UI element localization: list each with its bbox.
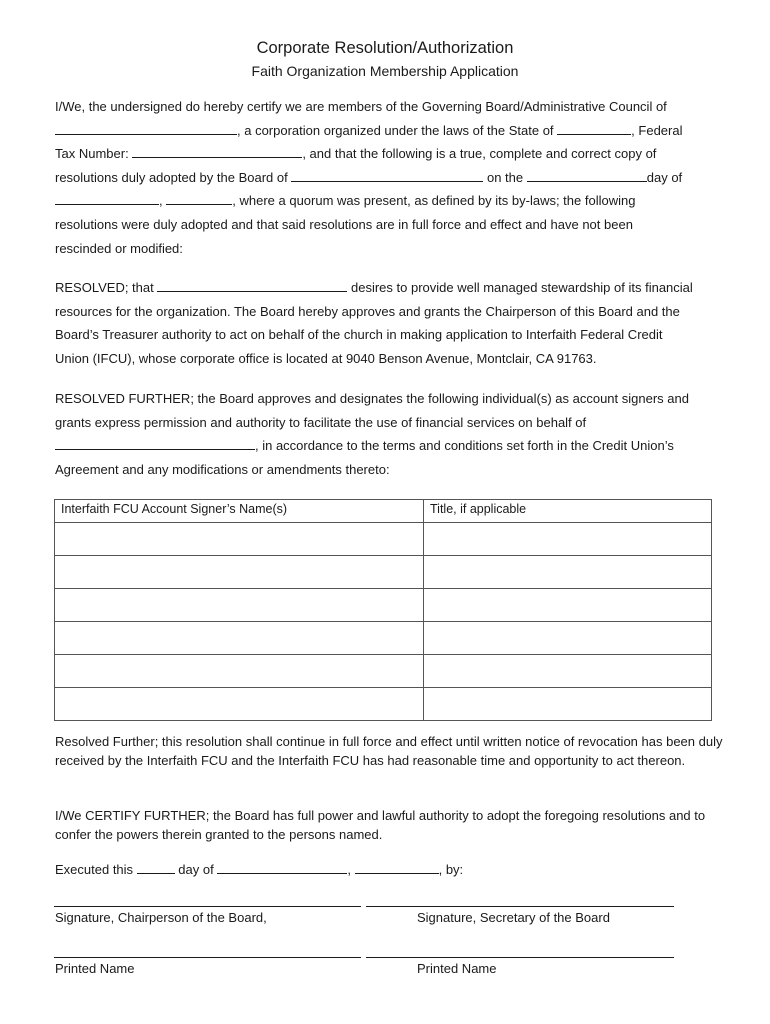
- executed-line: [55, 858, 720, 882]
- p1-text-e: , and that the following is a true, complete and correct copy of: [302, 146, 657, 162]
- tax-number-field[interactable]: [132, 143, 302, 158]
- p6-text-b: day of: [178, 862, 214, 877]
- table-row: [55, 556, 712, 589]
- secretary-printed-name-line[interactable]: [366, 957, 674, 958]
- p2-text-e: Union (IFCU), whose corporate office is located at 9040 Benson Avenue, Montclair, CA 91763.: [55, 350, 597, 366]
- p6-text-d: , by:: [438, 862, 464, 877]
- p2-text-a: RESOLVED; that: [55, 280, 154, 295]
- executed-day-field[interactable]: [137, 859, 175, 874]
- state-field[interactable]: [557, 120, 631, 135]
- p1-text-f: resolutions duly adopted by the Board of: [55, 169, 288, 185]
- p6-text-a: Executed this: [55, 862, 134, 877]
- signer-name-cell[interactable]: [55, 622, 424, 655]
- chair-signature-label: Signature, Chairperson of the Board,: [55, 910, 267, 925]
- p2-text-d: Board’s Treasurer authority to act on behalf of the church in making application to Interfaith Federal Credit: [55, 327, 663, 343]
- signer-title-cell[interactable]: [424, 589, 712, 622]
- organization-name-field-2[interactable]: [157, 277, 347, 292]
- table-header-row: [55, 500, 712, 523]
- month-field[interactable]: [55, 190, 159, 205]
- account-signers-table: [54, 499, 712, 721]
- resolved-further-paragraph: [55, 387, 720, 481]
- signer-name-header: Interfaith FCU Account Signer’s Name(s): [55, 500, 424, 523]
- signer-title-cell[interactable]: [424, 688, 712, 721]
- p6-text-c: ,: [347, 862, 351, 877]
- p1-text-i: ,: [159, 193, 163, 209]
- day-field[interactable]: [527, 167, 647, 182]
- p3-text-c: , in accordance to the terms and conditions set forth in the Credit Union’s: [255, 438, 674, 454]
- signer-name-cell[interactable]: [55, 523, 424, 556]
- p1-text-j: , where a quorum was present, as defined by its by-laws; the following: [232, 193, 636, 209]
- p1-text-b: , a corporation organized under the laws of the State of: [237, 122, 554, 138]
- signer-name-cell[interactable]: [55, 589, 424, 622]
- table-row: [55, 655, 712, 688]
- signer-title-cell[interactable]: [424, 523, 712, 556]
- certify-further-paragraph: I/We CERTIFY FURTHER; the Board has full power and lawful authority to adopt the foregoing resolutions and to confer the powers therein granted to the persons named.: [55, 808, 706, 842]
- p1-text-d: Tax Number:: [55, 146, 129, 162]
- table-row: [55, 622, 712, 655]
- secretary-signature-line[interactable]: [366, 906, 674, 907]
- organization-name-field-3[interactable]: [55, 435, 255, 450]
- p1-text-l: rescinded or modified:: [55, 240, 183, 256]
- chair-printed-name-line[interactable]: [54, 957, 361, 958]
- signer-name-cell[interactable]: [55, 688, 424, 721]
- chair-printed-name-label: Printed Name: [55, 961, 135, 976]
- resolved-paragraph: [55, 276, 720, 370]
- p3-text-b: grants express permission and authority to facilitate the use of financial services on behalf of: [55, 414, 587, 430]
- table-row: [55, 688, 712, 721]
- board-name-field[interactable]: [291, 167, 483, 182]
- revocation-paragraph: Resolved Further; this resolution shall continue in full force and effect until written notice of revocation has been duly received by the Interfaith FCU and the Interfaith FCU has had reasonable time and opportunity to act thereon.: [55, 734, 723, 768]
- secretary-printed-name-label: Printed Name: [417, 961, 497, 976]
- signer-title-cell[interactable]: [424, 622, 712, 655]
- executed-month-field[interactable]: [217, 859, 347, 874]
- signer-name-cell[interactable]: [55, 655, 424, 688]
- p2-text-b: desires to provide well managed stewardship of its financial: [351, 280, 693, 295]
- signer-title-cell[interactable]: [424, 556, 712, 589]
- table-row: [55, 589, 712, 622]
- signer-title-cell[interactable]: [424, 655, 712, 688]
- executed-year-field[interactable]: [355, 859, 439, 874]
- table-row: [55, 523, 712, 556]
- document-subtitle: Faith Organization Membership Application: [251, 63, 519, 79]
- p2-text-c: resources for the organization. The Board hereby approves and grants the Chairperson of this Board and the: [55, 303, 680, 319]
- p1-text-g: on the: [486, 169, 524, 185]
- p3-text-d: Agreement and any modifications or amendments thereto:: [55, 461, 390, 477]
- p1-text-h: day of: [646, 169, 683, 185]
- year-field[interactable]: [166, 190, 232, 205]
- signer-name-cell[interactable]: [55, 556, 424, 589]
- chair-signature-line[interactable]: [54, 906, 361, 907]
- p1-text-k: resolutions were duly adopted and that said resolutions are in full force and effect and have not been: [55, 216, 633, 232]
- p1-text-a: I/We, the undersigned do hereby certify we are members of the Governing Board/Administrative Council of: [55, 99, 667, 114]
- certification-paragraph: [55, 95, 720, 260]
- signer-title-header: Title, if applicable: [424, 500, 712, 523]
- p1-text-c: , Federal: [631, 122, 683, 138]
- p3-text-a: RESOLVED FURTHER; the Board approves and designates the following individual(s) as account signers and: [55, 391, 689, 406]
- organization-name-field[interactable]: [55, 120, 237, 135]
- secretary-signature-label: Signature, Secretary of the Board: [417, 910, 610, 925]
- document-title: Corporate Resolution/Authorization: [256, 39, 514, 57]
